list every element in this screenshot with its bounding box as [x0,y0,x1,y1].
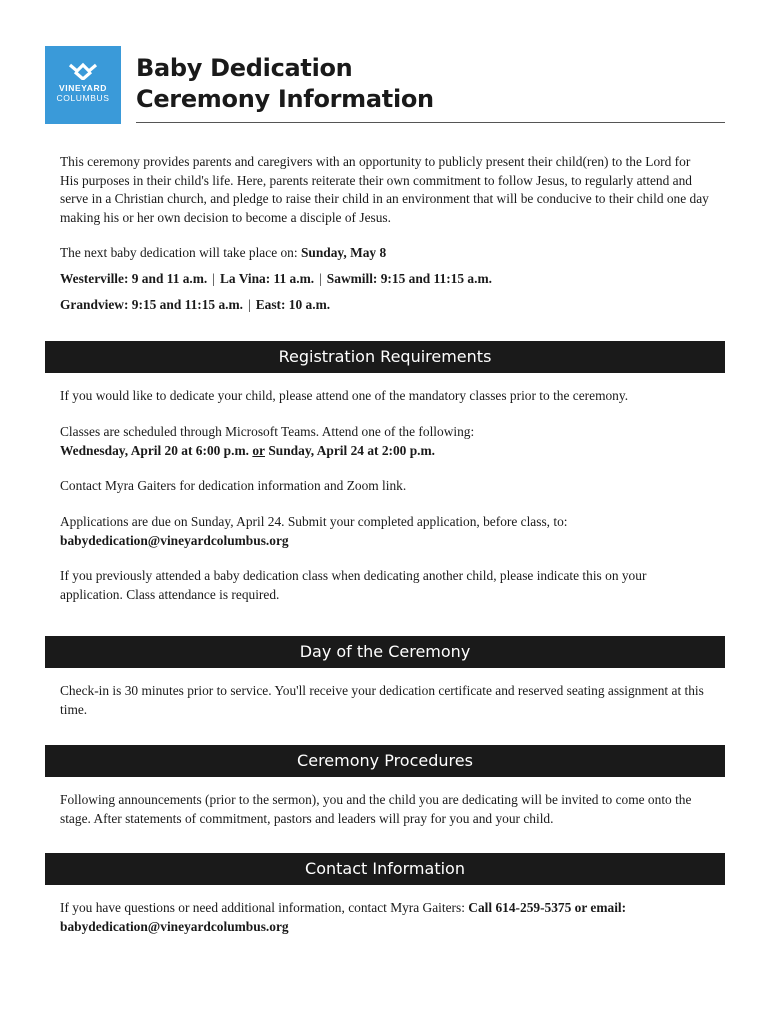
registration-paragraph-1: If you would like to dedicate your child, please attend one of the mandatory classes prior to the ceremony. [60,388,629,403]
registration-paragraph-2 [60,423,710,460]
registration-paragraph-5: If you previously attended a baby dedication class when dedicating another child, please indicate this on your application. Class attendance is required. [60,568,647,602]
separator: | [319,271,322,286]
location-east: East: 10 a.m. [255,297,331,312]
next-dedication-line [60,244,710,263]
contact-text: If you have questions or need additional information, contact Myra Gaiters: [60,900,469,915]
class-options [60,442,710,461]
vineyard-columbus-logo [45,46,121,124]
registration-paragraph-4 [60,513,710,550]
registration-paragraph-3: Contact Myra Gaiters for dedication information and Zoom link. [60,478,407,493]
location-sawmill: Sawmill: 9:15 and 11:15 a.m. [326,271,492,286]
title-line-2: Ceremony Information [136,85,434,113]
location-westerville: Westerville: 9 and 11 a.m. [60,271,208,286]
logo-line-2: COLUMBUS [56,93,110,103]
or-text: or [252,442,265,458]
day-heading: Day of the Ceremony [45,636,725,668]
applications-due-text: Applications are due on Sunday, April 24. Submit your completed application, before class, to: [60,514,568,529]
registration-heading: Registration Requirements [45,341,725,373]
day-paragraph: Check-in is 30 minutes prior to service. You'll receive your dedication certificate and reserved seating assignment at this time. [60,683,704,717]
procedures-heading: Ceremony Procedures [45,745,725,777]
locations-line-1 [60,270,710,289]
next-date: Sunday, May 8 [300,245,387,260]
next-date-prefix: The next baby dedication will take place on: [60,245,301,260]
vineyard-logo-icon [67,60,99,80]
class-option-2: Sunday, April 24 at 2:00 p.m. [268,442,436,458]
title-line-1: Baby Dedication [136,54,353,82]
locations-line-2 [60,296,710,315]
separator: | [248,297,251,312]
contact-call: Call 614-259-5375 or email: [468,900,627,915]
separator: | [212,271,215,286]
location-grandview: Grandview: 9:15 and 11:15 a.m. [60,297,244,312]
registration-classes-text: Classes are scheduled through Microsoft Teams. Attend one of the following: [60,424,475,439]
logo-line-1: VINEYARD [59,83,107,93]
contact-email-link[interactable]: babydedication@vineyardcolumbus.org [60,918,289,934]
contact-paragraph [60,899,710,936]
page-title [136,53,434,115]
title-divider [136,122,725,123]
class-option-1: Wednesday, April 20 at 6:00 p.m. [60,442,249,458]
contact-heading: Contact Information [45,853,725,885]
procedures-paragraph: Following announcements (prior to the sermon), you and the child you are dedicating will be invited to come onto the stage. After statements of commitment, pastors and leaders will pray for you and your child. [60,792,692,826]
intro-paragraph: This ceremony provides parents and caregivers with an opportunity to publicly present their child(ren) to the Lord for His purposes in their child's life. Here, parents reiterate their own commitment to follow Jesus, to regularly attend and serve in a Christian church, and pledge to raise their child in an environment that will be conducive to their child one day making his or her own decision to become a disciple of Jesus. [60,154,709,225]
registration-email-link[interactable]: babydedication@vineyardcolumbus.org [60,532,289,548]
location-la-vina: La Vina: 11 a.m. [219,271,315,286]
